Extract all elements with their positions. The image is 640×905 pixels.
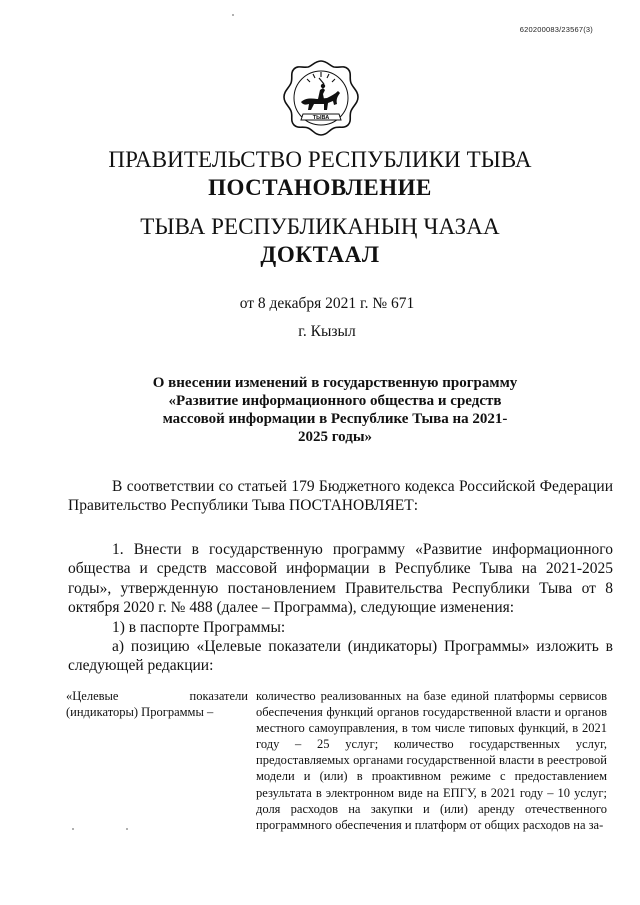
document-city: г. Кызыл bbox=[298, 323, 356, 340]
scan-artifact bbox=[232, 14, 234, 16]
svg-text:ТЫВА: ТЫВА bbox=[312, 115, 330, 121]
government-title-ru: ПРАВИТЕЛЬСТВО РЕСПУБЛИКИ ТЫВА bbox=[108, 147, 532, 172]
document-id: 620200083/23567(3) bbox=[519, 25, 593, 34]
scan-artifact bbox=[72, 828, 74, 830]
tuva-coat-of-arms-icon bbox=[281, 58, 361, 138]
document-type-ru: ПОСТАНОВЛЕНИЕ bbox=[208, 175, 432, 200]
document-type-tyv: ДОКТААЛ bbox=[260, 242, 380, 267]
body-paragraph-3: 1) в паспорте Программы: bbox=[112, 619, 286, 636]
document-date: от 8 декабря 2021 г. № 671 bbox=[239, 295, 415, 312]
government-title-tyv: ТЫВА РЕСПУБЛИКАНЫҢ ЧАЗАА bbox=[140, 214, 500, 239]
document-subject: О внесении изменений в государственную программу «Развитие информационного общества и средств массовой информации в Республике Тыва на 2021-2025 годы» bbox=[152, 375, 518, 445]
scan-artifact bbox=[126, 828, 128, 830]
body-paragraph-1: В соответствии со статьей 179 Бюджетного кодекса Российской Федерации Правительство Республики Тыва ПОСТАНОВЛЯЕТ: bbox=[68, 478, 613, 515]
body-paragraph-4: а) позицию «Целевые показатели (индикаторы) Программы» изложить в следующей редакции: bbox=[68, 638, 613, 675]
body-paragraph-2: 1. Внести в государственную программу «Развитие информационного общества и средств массовой информации в Республике Тыва на 2021-2025 годы», утвержденную постановлением Правительства Республики Тыва от 8 октября 2020 г. № 488 (далее – Программа), следующие изменения: bbox=[68, 541, 613, 616]
table-right-cell: количество реализованных на базе единой платформы сервисов обеспечения функций органов государственной власти и органов местного самоуправления, в том числе типовых функций, в 2021 году – 25 услуг; количество государственных услуг, предоставляемых органами государственной власти в реестровой модели и (или) в проактивном режиме с предоставлением результата в электронном виде на ЕПГУ, в 2021 году – 10 услуг; доля расходов на закупки и (или) аренду отечественного программного обеспечения и платформ от общих расходов на за- bbox=[256, 689, 607, 832]
table-left-cell: «Целевые показатели (индикаторы) Программы – bbox=[66, 689, 248, 719]
